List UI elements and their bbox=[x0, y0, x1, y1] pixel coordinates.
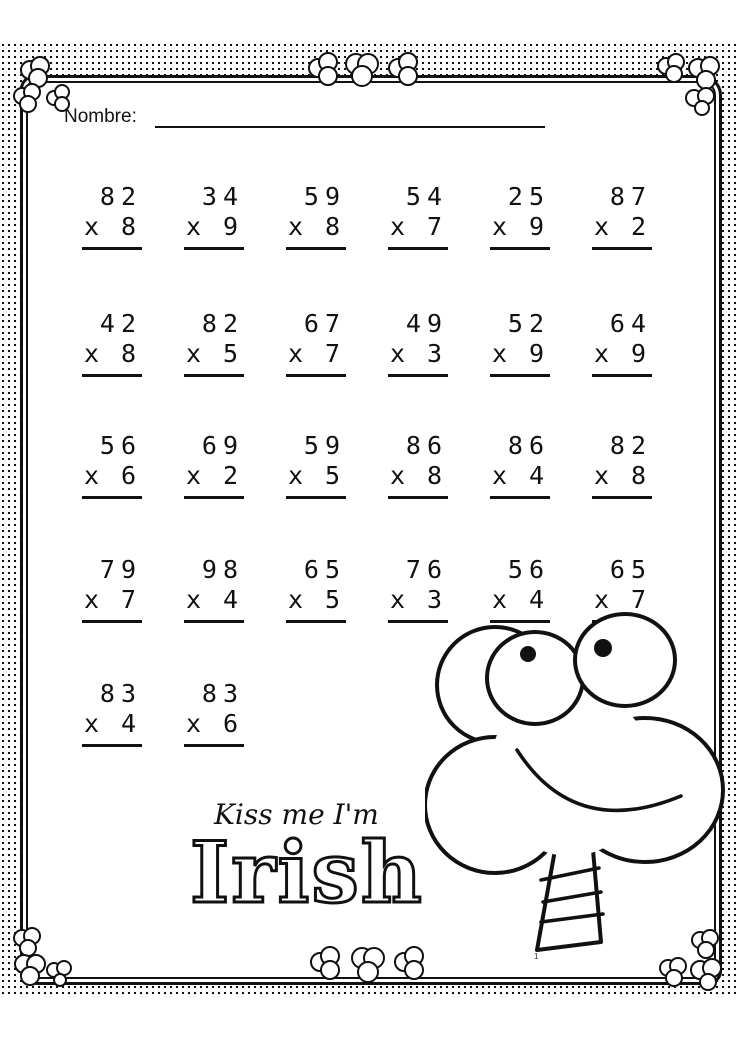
multiplication-problem bbox=[592, 183, 652, 249]
answer-line[interactable] bbox=[184, 744, 244, 747]
multiplicand: 65 bbox=[303, 555, 346, 584]
times-sign: x bbox=[594, 461, 610, 490]
page-number: 1 bbox=[534, 952, 539, 961]
multiplication-problem bbox=[82, 432, 142, 498]
times-sign: x bbox=[390, 461, 406, 490]
multiplication-problem bbox=[82, 310, 142, 376]
multiplier: 4 bbox=[120, 709, 142, 738]
multiplier: 9 bbox=[222, 212, 244, 241]
answer-line[interactable] bbox=[286, 496, 346, 499]
answer-line[interactable] bbox=[184, 247, 244, 250]
times-sign: x bbox=[492, 212, 508, 241]
multiplier: 9 bbox=[630, 339, 652, 368]
multiplication-problem bbox=[82, 680, 142, 746]
answer-line[interactable] bbox=[184, 374, 244, 377]
times-sign: x bbox=[594, 212, 610, 241]
answer-line[interactable] bbox=[490, 496, 550, 499]
answer-line[interactable] bbox=[388, 496, 448, 499]
multiplicand: 83 bbox=[99, 679, 142, 708]
multiplication-problem bbox=[82, 183, 142, 249]
times-sign: x bbox=[84, 709, 100, 738]
irish-caption: Irish bbox=[190, 823, 424, 922]
multiplication-problem bbox=[592, 432, 652, 498]
multiplication-problem bbox=[388, 183, 448, 249]
multiplier: 7 bbox=[426, 212, 448, 241]
multiplier: 6 bbox=[120, 461, 142, 490]
multiplicand: 59 bbox=[303, 182, 346, 211]
multiplicand: 86 bbox=[507, 431, 550, 460]
multiplier: 8 bbox=[630, 461, 652, 490]
answer-line[interactable] bbox=[184, 620, 244, 623]
multiplicand: 83 bbox=[201, 679, 244, 708]
times-sign: x bbox=[390, 339, 406, 368]
multiplicand: 79 bbox=[99, 555, 142, 584]
multiplier: 7 bbox=[324, 339, 346, 368]
multiplicand: 59 bbox=[303, 431, 346, 460]
multiplicand: 56 bbox=[507, 555, 550, 584]
answer-line[interactable] bbox=[82, 744, 142, 747]
times-sign: x bbox=[492, 461, 508, 490]
multiplicand: 82 bbox=[201, 309, 244, 338]
times-sign: x bbox=[288, 585, 304, 614]
multiplier: 3 bbox=[426, 339, 448, 368]
multiplication-problem bbox=[184, 556, 244, 622]
multiplier: 8 bbox=[120, 212, 142, 241]
multiplicand: 82 bbox=[99, 182, 142, 211]
multiplicand: 64 bbox=[609, 309, 652, 338]
multiplier: 8 bbox=[120, 339, 142, 368]
name-input-line[interactable] bbox=[155, 126, 545, 128]
multiplication-problem bbox=[592, 310, 652, 376]
multiplier: 7 bbox=[630, 585, 652, 614]
multiplication-problem bbox=[286, 556, 346, 622]
times-sign: x bbox=[492, 339, 508, 368]
times-sign: x bbox=[594, 585, 610, 614]
multiplicand: 76 bbox=[405, 555, 448, 584]
shamrock-icon bbox=[648, 50, 726, 116]
answer-line[interactable] bbox=[82, 374, 142, 377]
multiplier: 2 bbox=[222, 461, 244, 490]
multiplication-problem bbox=[184, 310, 244, 376]
multiplicand: 54 bbox=[405, 182, 448, 211]
multiplicand: 42 bbox=[99, 309, 142, 338]
multiplier: 8 bbox=[324, 212, 346, 241]
multiplicand: 87 bbox=[609, 182, 652, 211]
multiplier: 5 bbox=[222, 339, 244, 368]
multiplication-problem bbox=[286, 183, 346, 249]
times-sign: x bbox=[288, 339, 304, 368]
answer-line[interactable] bbox=[388, 374, 448, 377]
times-sign: x bbox=[186, 709, 202, 738]
multiplication-problem bbox=[286, 432, 346, 498]
shamrock-icon bbox=[4, 924, 74, 988]
answer-line[interactable] bbox=[286, 620, 346, 623]
times-sign: x bbox=[84, 212, 100, 241]
answer-line[interactable] bbox=[82, 496, 142, 499]
multiplication-problem bbox=[184, 432, 244, 498]
answer-line[interactable] bbox=[592, 247, 652, 250]
name-label: Nombre: bbox=[64, 106, 137, 127]
answer-line[interactable] bbox=[490, 247, 550, 250]
multiplicand: 25 bbox=[507, 182, 550, 211]
answer-line[interactable] bbox=[490, 374, 550, 377]
multiplier: 4 bbox=[222, 585, 244, 614]
times-sign: x bbox=[390, 212, 406, 241]
multiplicand: 86 bbox=[405, 431, 448, 460]
answer-line[interactable] bbox=[592, 496, 652, 499]
multiplier: 9 bbox=[528, 212, 550, 241]
multiplier: 7 bbox=[120, 585, 142, 614]
multiplicand: 67 bbox=[303, 309, 346, 338]
multiplicand: 34 bbox=[201, 182, 244, 211]
shamrock-mascot-icon bbox=[425, 600, 725, 970]
multiplier: 6 bbox=[222, 709, 244, 738]
multiplication-problem bbox=[490, 432, 550, 498]
shamrock-icon bbox=[8, 52, 76, 114]
times-sign: x bbox=[288, 212, 304, 241]
multiplier: 8 bbox=[426, 461, 448, 490]
multiplication-problem bbox=[490, 310, 550, 376]
answer-line[interactable] bbox=[388, 247, 448, 250]
multiplication-problem bbox=[490, 183, 550, 249]
multiplicand: 65 bbox=[609, 555, 652, 584]
times-sign: x bbox=[84, 339, 100, 368]
multiplicand: 82 bbox=[609, 431, 652, 460]
multiplier: 4 bbox=[528, 585, 550, 614]
multiplier: 2 bbox=[630, 212, 652, 241]
multiplicand: 69 bbox=[201, 431, 244, 460]
times-sign: x bbox=[492, 585, 508, 614]
multiplication-problem bbox=[286, 310, 346, 376]
multiplicand: 98 bbox=[201, 555, 244, 584]
answer-line[interactable] bbox=[82, 247, 142, 250]
multiplication-problem bbox=[184, 183, 244, 249]
multiplier: 3 bbox=[426, 585, 448, 614]
multiplication-problem bbox=[388, 310, 448, 376]
multiplication-problem bbox=[184, 680, 244, 746]
multiplicand: 52 bbox=[507, 309, 550, 338]
times-sign: x bbox=[84, 461, 100, 490]
multiplication-problem bbox=[82, 556, 142, 622]
kiss-me-caption: Kiss me I'm bbox=[214, 798, 379, 831]
multiplication-problem bbox=[388, 432, 448, 498]
times-sign: x bbox=[186, 212, 202, 241]
answer-line[interactable] bbox=[592, 374, 652, 377]
times-sign: x bbox=[288, 461, 304, 490]
answer-line[interactable] bbox=[82, 620, 142, 623]
answer-line[interactable] bbox=[286, 247, 346, 250]
shamrock-icon bbox=[300, 940, 436, 992]
times-sign: x bbox=[390, 585, 406, 614]
times-sign: x bbox=[186, 339, 202, 368]
times-sign: x bbox=[84, 585, 100, 614]
multiplicand: 56 bbox=[99, 431, 142, 460]
answer-line[interactable] bbox=[184, 496, 244, 499]
multiplier: 5 bbox=[324, 461, 346, 490]
multiplicand: 49 bbox=[405, 309, 448, 338]
shamrock-icon bbox=[300, 46, 428, 96]
times-sign: x bbox=[186, 461, 202, 490]
answer-line[interactable] bbox=[286, 374, 346, 377]
multiplier: 9 bbox=[528, 339, 550, 368]
times-sign: x bbox=[186, 585, 202, 614]
multiplier: 5 bbox=[324, 585, 346, 614]
multiplier: 4 bbox=[528, 461, 550, 490]
times-sign: x bbox=[594, 339, 610, 368]
